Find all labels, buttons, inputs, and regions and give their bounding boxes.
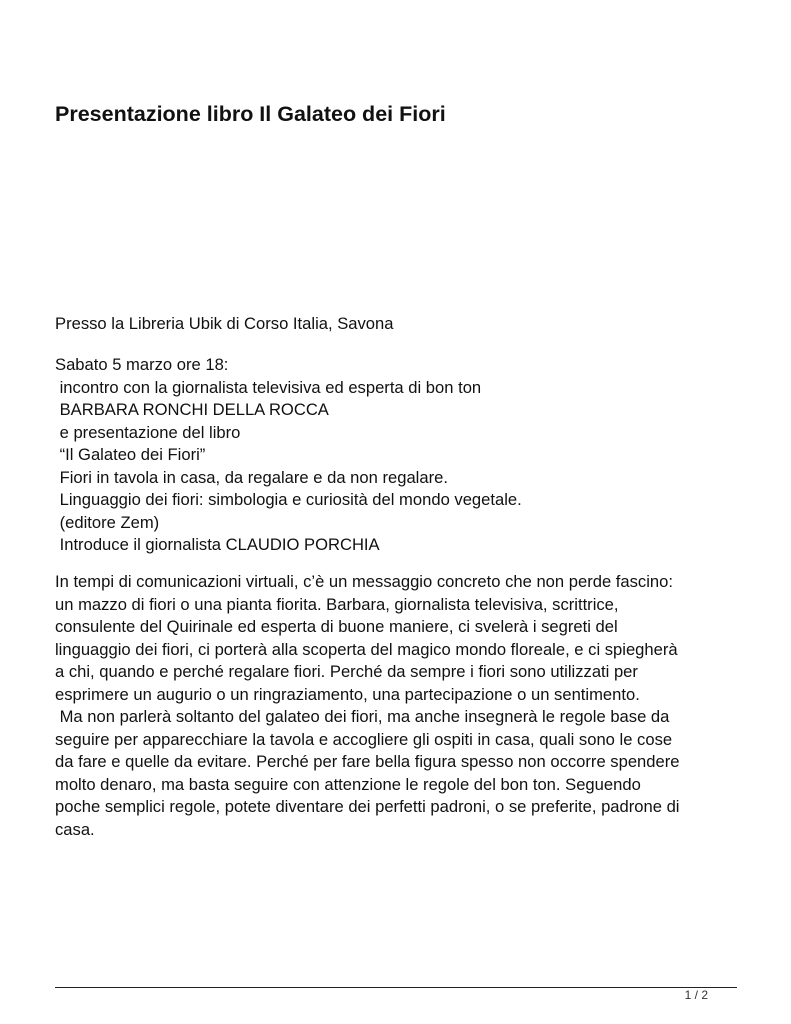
event-line: incontro con la giornalista televisiva ed esperta di bon ton xyxy=(55,377,482,397)
description-line: un mazzo di fiori o una pianta fiorita. Barbara, giornalista televisiva, scrittrice, xyxy=(55,594,619,614)
page-title: Presentazione libro Il Galateo dei Fiori xyxy=(55,102,446,126)
event-line: Fiori in tavola in casa, da regalare e da non regalare. xyxy=(55,467,448,487)
description-paragraph xyxy=(55,571,755,841)
event-line: e presentazione del libro xyxy=(55,422,241,442)
event-line: Sabato 5 marzo ore 18: xyxy=(55,355,229,374)
venue-paragraph xyxy=(55,313,755,336)
description-line: molto denaro, ma basta seguire con attenzione le regole del bon ton. Seguendo xyxy=(55,774,641,794)
description-line: a chi, quando e perché regalare fiori. Perché da sempre i fiori sono utilizzati per xyxy=(55,662,638,681)
description-line: esprimere un augurio o un ringraziamento, una partecipazione o un sentimento. xyxy=(55,684,640,704)
event-line: Linguaggio dei fiori: simbologia e curiosità del mondo vegetale. xyxy=(55,490,522,509)
description-line: linguaggio dei fiori, ci porterà alla scoperta del magico mondo floreale, e ci spiegherà xyxy=(55,639,678,659)
description-line: poche semplici regole, potete diventare dei perfetti padroni, o se preferite, padrone di xyxy=(55,797,680,816)
event-line: Introduce il giornalista CLAUDIO PORCHIA xyxy=(55,535,380,554)
venue-line: Presso la Libreria Ubik di Corso Italia, Savona xyxy=(55,314,394,333)
description-line: Ma non parlerà soltanto del galateo dei fiori, ma anche insegnerà le regole base da xyxy=(55,707,670,726)
event-paragraph xyxy=(55,354,755,557)
event-line: (editore Zem) xyxy=(55,512,160,532)
event-line: BARBARA RONCHI DELLA ROCCA xyxy=(55,400,329,419)
description-line: casa. xyxy=(55,819,95,839)
description-line: consulente del Quirinale ed esperta di buone maniere, ci svelerà i segreti del xyxy=(55,617,618,636)
description-line: seguire per apparecchiare la tavola e accogliere gli ospiti in casa, quali sono le cose xyxy=(55,729,673,749)
event-line: “Il Galateo dei Fiori” xyxy=(55,445,206,464)
page-number: 1 / 2 xyxy=(684,988,708,1002)
footer-divider xyxy=(55,987,737,988)
description-line: In tempi di comunicazioni virtuali, c’è un messaggio concreto che non perde fascino: xyxy=(55,572,673,591)
description-line: da fare e quelle da evitare. Perché per fare bella figura spesso non occorre spendere xyxy=(55,752,680,771)
